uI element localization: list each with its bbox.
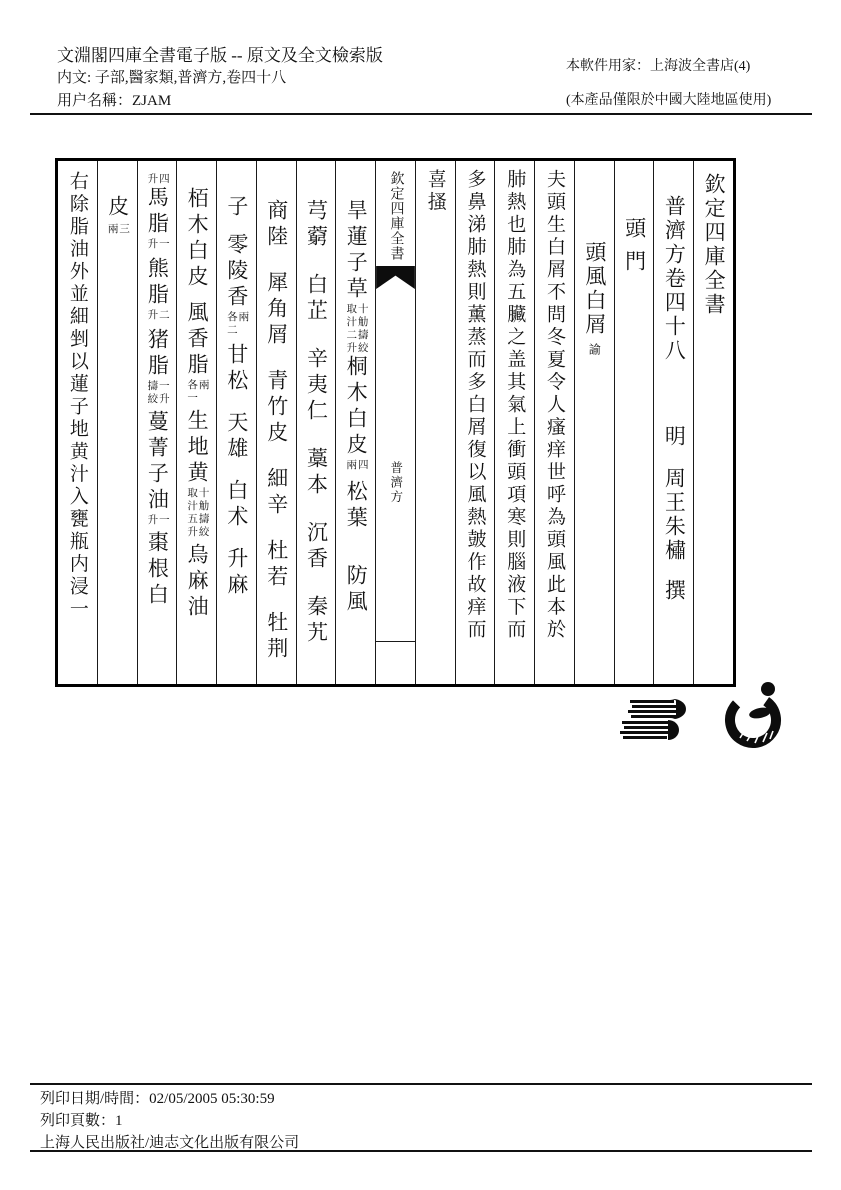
col-body-4 xyxy=(415,161,455,684)
annotation-subcolumn: 升 xyxy=(146,514,158,527)
vertical-text: 青竹皮 xyxy=(264,369,289,447)
license-owner: 本軟件用家：上海波全書店(4) xyxy=(566,59,751,74)
column-spacer xyxy=(236,395,237,411)
vertical-text: 撰 xyxy=(662,579,687,603)
annotation-subcolumn: 兩 xyxy=(345,459,357,472)
vertical-text: 明 xyxy=(662,425,687,449)
vertical-text: 喜搔 xyxy=(424,169,446,214)
col-recipe-1 xyxy=(335,161,375,684)
user-name: 用户名稱：ZJAM xyxy=(57,93,172,109)
col-body-2 xyxy=(494,161,534,684)
vertical-text: 風香脂 xyxy=(185,301,210,379)
print-datetime: 列印日期/時間：02/05/2005 05:30:59 xyxy=(40,1091,275,1107)
col-subsection-heading xyxy=(574,161,614,684)
vertical-text: 沉香 xyxy=(304,521,329,573)
annotation-subcolumn: 十觔擣絞 xyxy=(356,303,368,355)
col-recipe-5 xyxy=(176,161,216,684)
dosage-annotation xyxy=(106,223,128,236)
fishtail-icon xyxy=(376,266,415,289)
vertical-text: 旱蓮子草 xyxy=(344,199,369,303)
column-spacer xyxy=(315,499,316,521)
print-page-count: 列印頁數：1 xyxy=(40,1113,123,1129)
vertical-text: 蔓菁子油 xyxy=(145,410,170,514)
annotation-subcolumn: 一 xyxy=(157,514,169,527)
vertical-text: 多鼻涕肺熱則薰蒸而多白屑復以風熱皷作故痒而 xyxy=(464,169,486,642)
header-left xyxy=(57,44,383,113)
annotation-subcolumn: 兩 xyxy=(106,223,118,236)
edition-title: 文淵閣四庫全書電子版 -- 原文及全文檢索版 xyxy=(57,46,383,65)
col-recipe-6 xyxy=(137,161,177,684)
vertical-text: 夫頭生白屑不問冬夏令人瘙痒世呼為頭風此本於 xyxy=(544,169,566,642)
dosage-annotation xyxy=(345,303,367,355)
vertical-text: 白芷 xyxy=(304,273,329,325)
annotation-subcolumn: 各二 xyxy=(225,311,237,337)
annotation-subcolumn: 升 xyxy=(146,173,158,186)
annotation-subcolumn: 兩 xyxy=(197,379,209,392)
license-restriction: (本產品僅限於中國大陸地區使用) xyxy=(566,93,772,108)
vertical-text: 子 xyxy=(224,195,249,221)
annotation-subcolumn: 四 xyxy=(356,459,368,472)
col-instructions xyxy=(58,161,97,684)
content-path: 内文: 子部,醫家類,普濟方,卷四十八 xyxy=(57,70,287,86)
vertical-text: 零陵香 xyxy=(224,233,249,311)
col-section-heading xyxy=(614,161,654,684)
annotation-subcolumn: 升 xyxy=(146,238,158,251)
annotation-subcolumn: 一升 xyxy=(157,380,169,406)
vertical-text: 馬脂 xyxy=(145,186,170,238)
column-spacer xyxy=(276,447,277,467)
dosage-annotation xyxy=(186,379,208,405)
vertical-text: 甘松 xyxy=(224,343,249,395)
column-spacer xyxy=(236,531,237,547)
dosage-annotation xyxy=(186,487,208,539)
annotation-subcolumn: 升 xyxy=(146,309,158,322)
vertical-text: 右除脂油外並細剉以蓮子地黄汁入甕瓶内浸一 xyxy=(66,171,88,621)
vertical-text: 皮 xyxy=(105,195,130,219)
vertical-text: 細辛 xyxy=(264,467,289,519)
vertical-text: 商陸 xyxy=(264,199,289,251)
vertical-text: 肺熱也肺為五臟之盖其氣上衝頭項寒則腦液下而 xyxy=(504,169,526,642)
column-spacer xyxy=(196,291,197,301)
vertical-text: 犀角屑 xyxy=(264,271,289,349)
book-page xyxy=(55,158,736,687)
vertical-text: 芎藭 xyxy=(304,199,329,251)
col-series-title xyxy=(693,161,733,684)
column-spacer xyxy=(315,573,316,595)
column-spacer xyxy=(673,363,674,425)
dosage-annotation xyxy=(146,380,168,406)
column-spacer xyxy=(276,349,277,369)
annotation-subcolumn: 二 xyxy=(157,309,169,322)
col-recipe-2 xyxy=(296,161,336,684)
dosage-annotation xyxy=(146,173,168,186)
column-spacer xyxy=(276,519,277,539)
column-spacer xyxy=(673,563,674,579)
stacked-books-logo xyxy=(618,697,700,746)
banxin-column xyxy=(375,161,415,684)
column-spacer xyxy=(315,325,316,347)
dosage-annotation xyxy=(146,309,168,322)
col-body-1 xyxy=(534,161,574,684)
header-divider xyxy=(30,113,812,115)
annotation-subcolumn: 兩 xyxy=(237,311,249,324)
vertical-text: 藁本 xyxy=(304,447,329,499)
annotation-subcolumn: 一 xyxy=(157,238,169,251)
column-spacer xyxy=(236,463,237,479)
column-spacer xyxy=(276,591,277,611)
vertical-text: 熊脂 xyxy=(145,257,170,309)
column-spacer xyxy=(355,532,356,564)
column-spacer xyxy=(355,472,356,480)
banxin-divider xyxy=(376,641,415,643)
vertical-text: 辛夷仁 xyxy=(304,347,329,425)
vertical-text: 杜若 xyxy=(264,539,289,591)
annotation-subcolumn: 三 xyxy=(118,223,130,236)
column-spacer xyxy=(315,425,316,447)
annotation-subcolumn: 擣絞 xyxy=(146,380,158,406)
vertical-text: 松葉 xyxy=(344,480,369,532)
vertical-text: 周王朱橚 xyxy=(662,467,687,563)
vertical-text: 棗根白 xyxy=(145,531,170,609)
vertical-text: 白术 xyxy=(224,479,249,531)
vertical-text: 諭 xyxy=(587,343,602,356)
vertical-text: 天雄 xyxy=(224,411,249,463)
dosage-annotation xyxy=(146,238,168,251)
col-recipe-3 xyxy=(256,161,296,684)
banxin-label: 普濟方 xyxy=(388,461,403,505)
column-spacer xyxy=(236,221,237,233)
vertical-text: 欽定四庫全書 xyxy=(702,173,727,317)
vertical-text: 防風 xyxy=(344,564,369,616)
banxin-title: 欽定四庫全書 xyxy=(388,171,404,261)
vertical-text: 秦艽 xyxy=(304,595,329,647)
column-spacer xyxy=(315,251,316,273)
dosage-annotation xyxy=(345,459,367,472)
annotation-subcolumn: 各一 xyxy=(186,379,198,405)
column-spacer xyxy=(276,251,277,271)
vertical-text: 頭風白屑 xyxy=(582,241,607,337)
annotation-subcolumn: 四 xyxy=(157,173,169,186)
column-spacer xyxy=(673,449,674,467)
vertical-text: 烏麻油 xyxy=(185,543,210,621)
col-recipe-8 xyxy=(97,161,137,684)
vertical-text: 頭門 xyxy=(622,217,647,283)
annotation-subcolumn: 取汁二升 xyxy=(345,303,357,355)
dosage-annotation xyxy=(146,514,168,527)
vertical-text: 猪脂 xyxy=(145,328,170,380)
ink-brush-seal-logo xyxy=(718,680,794,755)
vertical-text: 升麻 xyxy=(224,547,249,599)
dosage-annotation xyxy=(225,311,247,337)
header-right xyxy=(566,50,806,118)
col-recipe-4 xyxy=(216,161,256,684)
publisher: 上海人民出版社/迪志文化出版有限公司 xyxy=(40,1135,300,1151)
vertical-text: 生地黄 xyxy=(185,409,210,487)
annotation-subcolumn: 十觔擣絞 xyxy=(197,487,209,539)
print-footer xyxy=(30,1083,812,1152)
col-volume-author xyxy=(653,161,693,684)
vertical-text: 栢木白皮 xyxy=(185,187,210,291)
annotation-subcolumn: 取汁五升 xyxy=(186,487,198,539)
vertical-text: 牡荆 xyxy=(264,611,289,663)
vertical-text: 普濟方卷四十八 xyxy=(662,195,687,363)
col-body-3 xyxy=(455,161,495,684)
vertical-text: 桐木白皮 xyxy=(344,355,369,459)
